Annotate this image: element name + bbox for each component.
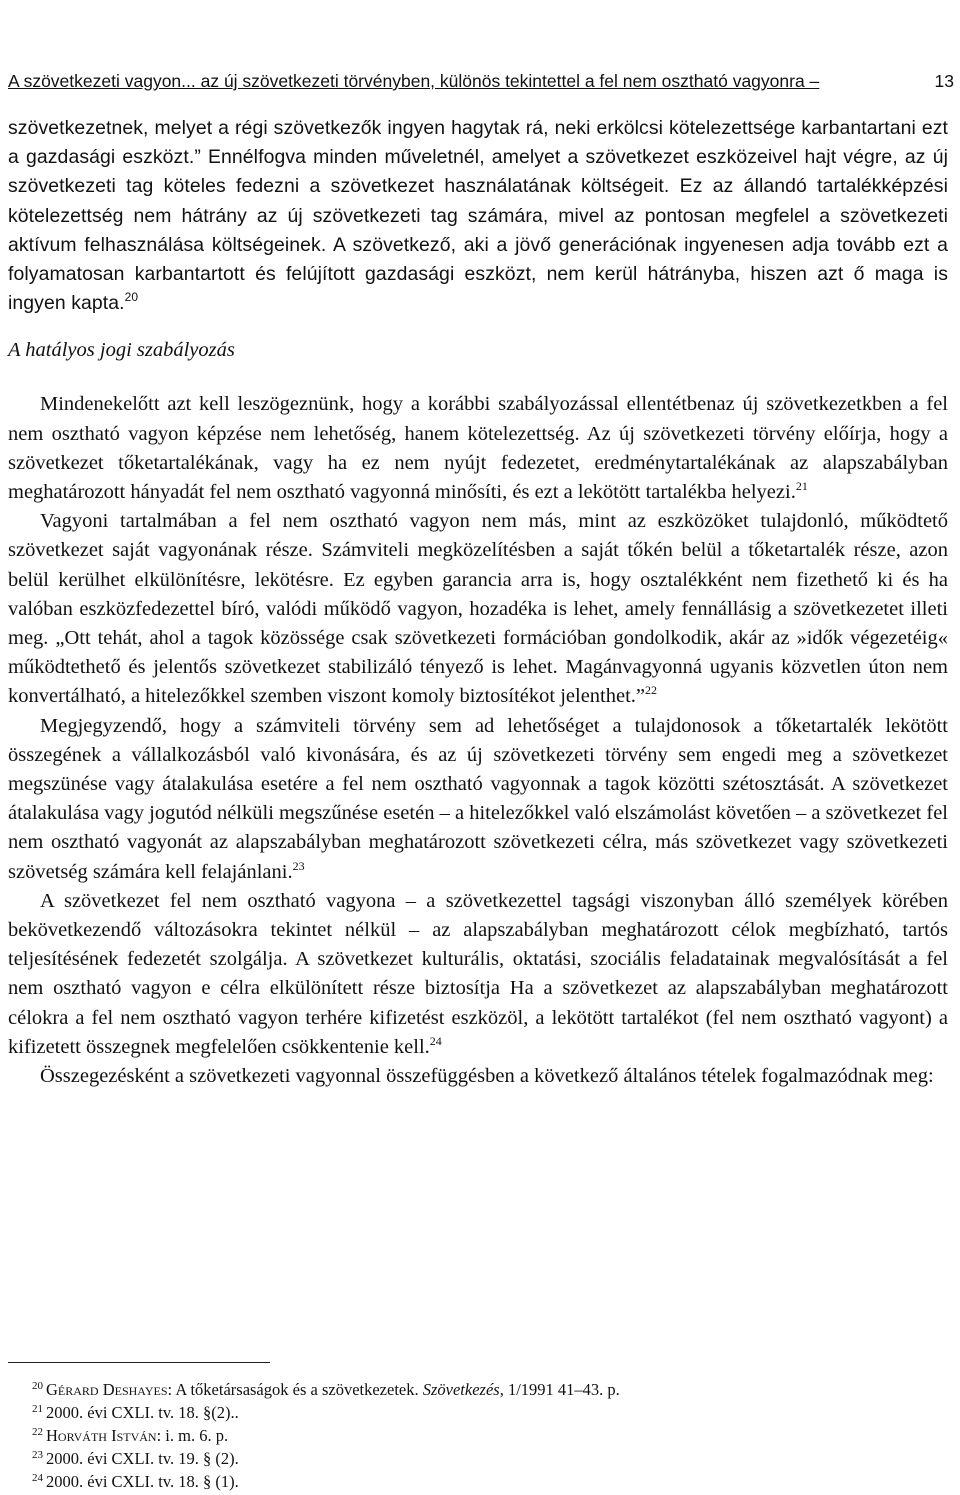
footnote-divider [8, 1362, 270, 1363]
section-heading: A hatályos jogi szabályozás [8, 339, 235, 362]
paragraph-1-part-a: szövetkezetnek, melyet a régi szövetkezők ingyen hagytak rá, neki erkölcsi kötelezettsége karbantartani ezt a gazdasági eszközt.” Ennélfogva minden műveletnél, amelyet a szövetkezet eszközeivel hajt végre, az új szövetkezeti tag köteles fedezni a szövetkezet használatának költségeit. [8, 117, 948, 198]
footnote-number: 21 [32, 1403, 43, 1415]
footnote-journal: Szövetkezés [422, 1380, 500, 1399]
running-header [8, 70, 954, 92]
running-title: A szövetkezeti vagyon... az új szövetkezeti törvényben, különös tekintettel a fel nem osztható vagyonra – [8, 71, 820, 91]
paragraph-5 [8, 887, 948, 1062]
footnote-text: 2000. évi CXLI. tv. 18. §(2).. [46, 1403, 239, 1422]
paragraph-3-text: Vagyoni tartalmában a fel nem osztható vagyon nem más, mint az eszközöket tulajdonló, működtető szövetkezet saját vagyonának része. Számviteli megközelítésben a saját tőkén belül a tőketartalék része, azon belül kerülhet elkülönítésre, lekötésre. Ez egyben garancia arra is, hogy osztalékként nem fizethető ki és ha valóban eszközfedezettel bíró, valódi működő vagyon, hozadéka is lehet, amely fennállásig a szövetkezetet illeti meg. „Ott tehát, ahol a tagok közössége csak szövetkezeti formációban gondolkodik, akár az »idők végezetéig« működtethető és jelentős szövetkezet stabilizáló tényező is lehet. Magánvagyonná ugyanis közvetlen úton nem konvertálható, a hitelezőkkel szemben viszont komoly biztosítékot jelenthet.” [8, 510, 948, 708]
paragraph-3 [8, 507, 948, 711]
footnote-ref-21[interactable]: 21 [795, 479, 808, 494]
footnote-text: 2000. évi CXLI. tv. 18. § (1). [46, 1472, 239, 1491]
footnote-text-after: , 1/1991 41–43. p. [499, 1380, 620, 1399]
footnote-number: 22 [32, 1426, 43, 1438]
footnote-24 [32, 1470, 932, 1493]
footnotes [32, 1378, 932, 1493]
paragraph-4 [8, 712, 948, 887]
footnote-ref-20[interactable]: 20 [124, 290, 139, 305]
footnote-text: 2000. évi CXLI. tv. 19. § (2). [46, 1449, 239, 1468]
paragraph-1-part-b: Ez az állandó tartalékképzési kötelezettség nem hátrány az új szövetkezeti tag számára, mivel az pontosan megfelel a szövetkezeti aktívum felhasználása költségeinek. A szövetkező, aki a jövő generációnak ingyenesen adja tovább ezt a folyamatosan karbantartott és felújított gazdasági eszközt, nem kerül hátrányba, hiszen azt ő maga is ingyen kapta. [8, 175, 949, 315]
paragraph-2-text: Mindenekelőtt azt kell leszögeznünk, hogy a korábbi szabályozással ellentétbenaz új szövetkezetkben a fel nem osztható vagyon képzése nem lehetőség, hanem kötelezettség. Az új szövetkezeti törvény előírja, hogy a szövetkezet tőketartalékának, vagy ha ez nem nyújt fedezetet, eredménytartalékának az alapszabályban meghatározott hányadát fel nem osztható vagyonná minősíti, és ezt a lekötött tartalékba helyezi. [8, 393, 948, 504]
footnote-ref-22[interactable]: 22 [645, 683, 658, 698]
footnote-23 [32, 1447, 932, 1470]
footnote-number: 23 [32, 1449, 43, 1461]
footnote-ref-23[interactable]: 23 [292, 858, 305, 873]
footnote-22 [32, 1424, 932, 1447]
footnote-author: Horváth István [46, 1426, 157, 1445]
footnote-number: 24 [32, 1472, 43, 1484]
paragraph-5-text: A szövetkezet fel nem osztható vagyona – a szövetkezettel tagsági viszonyban álló személyek körében bekövetkezendő változásokra tekintet nélkül – az alapszabályban meghatározott célok megbízható, tartós teljesítésének fedezetét szolgálja. A szövetkezet kulturális, oktatási, szociális feladatainak megvalósítását a fel nem osztható vagyon e célra elkülönített része biztosítja Ha a szövetkezet az alapszabályban meghatározott célokra a fel nem osztható vagyon terhére kifizetést eszközöl, a lekötött tartalékot (fel nem osztható vagyont) a kifizetett összegnek megfelelően csökkentenie kell. [8, 889, 948, 1058]
footnote-ref-24[interactable]: 24 [429, 1033, 442, 1048]
page-number: 13 [934, 71, 954, 91]
paragraph-6: Összegezésként a szövetkezeti vagyonnal összefüggésben a következő általános tételek fogalmazódnak meg: [40, 1065, 934, 1088]
paragraph-2 [8, 390, 948, 507]
footnote-author: Gérard Deshayes [46, 1380, 168, 1399]
paragraph-1 [8, 114, 948, 318]
footnote-text: : A tőketársaságok és a szövetkezetek. [167, 1380, 423, 1399]
footnote-20 [32, 1378, 932, 1401]
footnote-21 [32, 1401, 932, 1424]
footnote-text: : i. m. 6. p. [156, 1426, 229, 1445]
footnote-number: 20 [32, 1380, 43, 1392]
body-text [8, 114, 948, 1091]
paragraph-4-text: Megjegyzendő, hogy a számviteli törvény sem ad lehetőséget a tulajdonosok a tőketartalék lekötött összegének a vállalkozásból való kivonására, és az új szövetkezeti törvény sem engedi meg a szövetkezet megszünése vagy átalakulása esetére a fel nem osztható vagyonnak a tagok közötti szétosztását. A szövetkezet átalakulása vagy jogutód nélküli megszűnése esetén – a hitelezőkkel való elszámolást követően – a szövetkezet fel nem osztható vagyonát az alapszabályban meghatározott szövetkezeti célra, más szövetkezet vagy szövetkezeti szövetség számára kell felajánlani. [8, 714, 948, 883]
